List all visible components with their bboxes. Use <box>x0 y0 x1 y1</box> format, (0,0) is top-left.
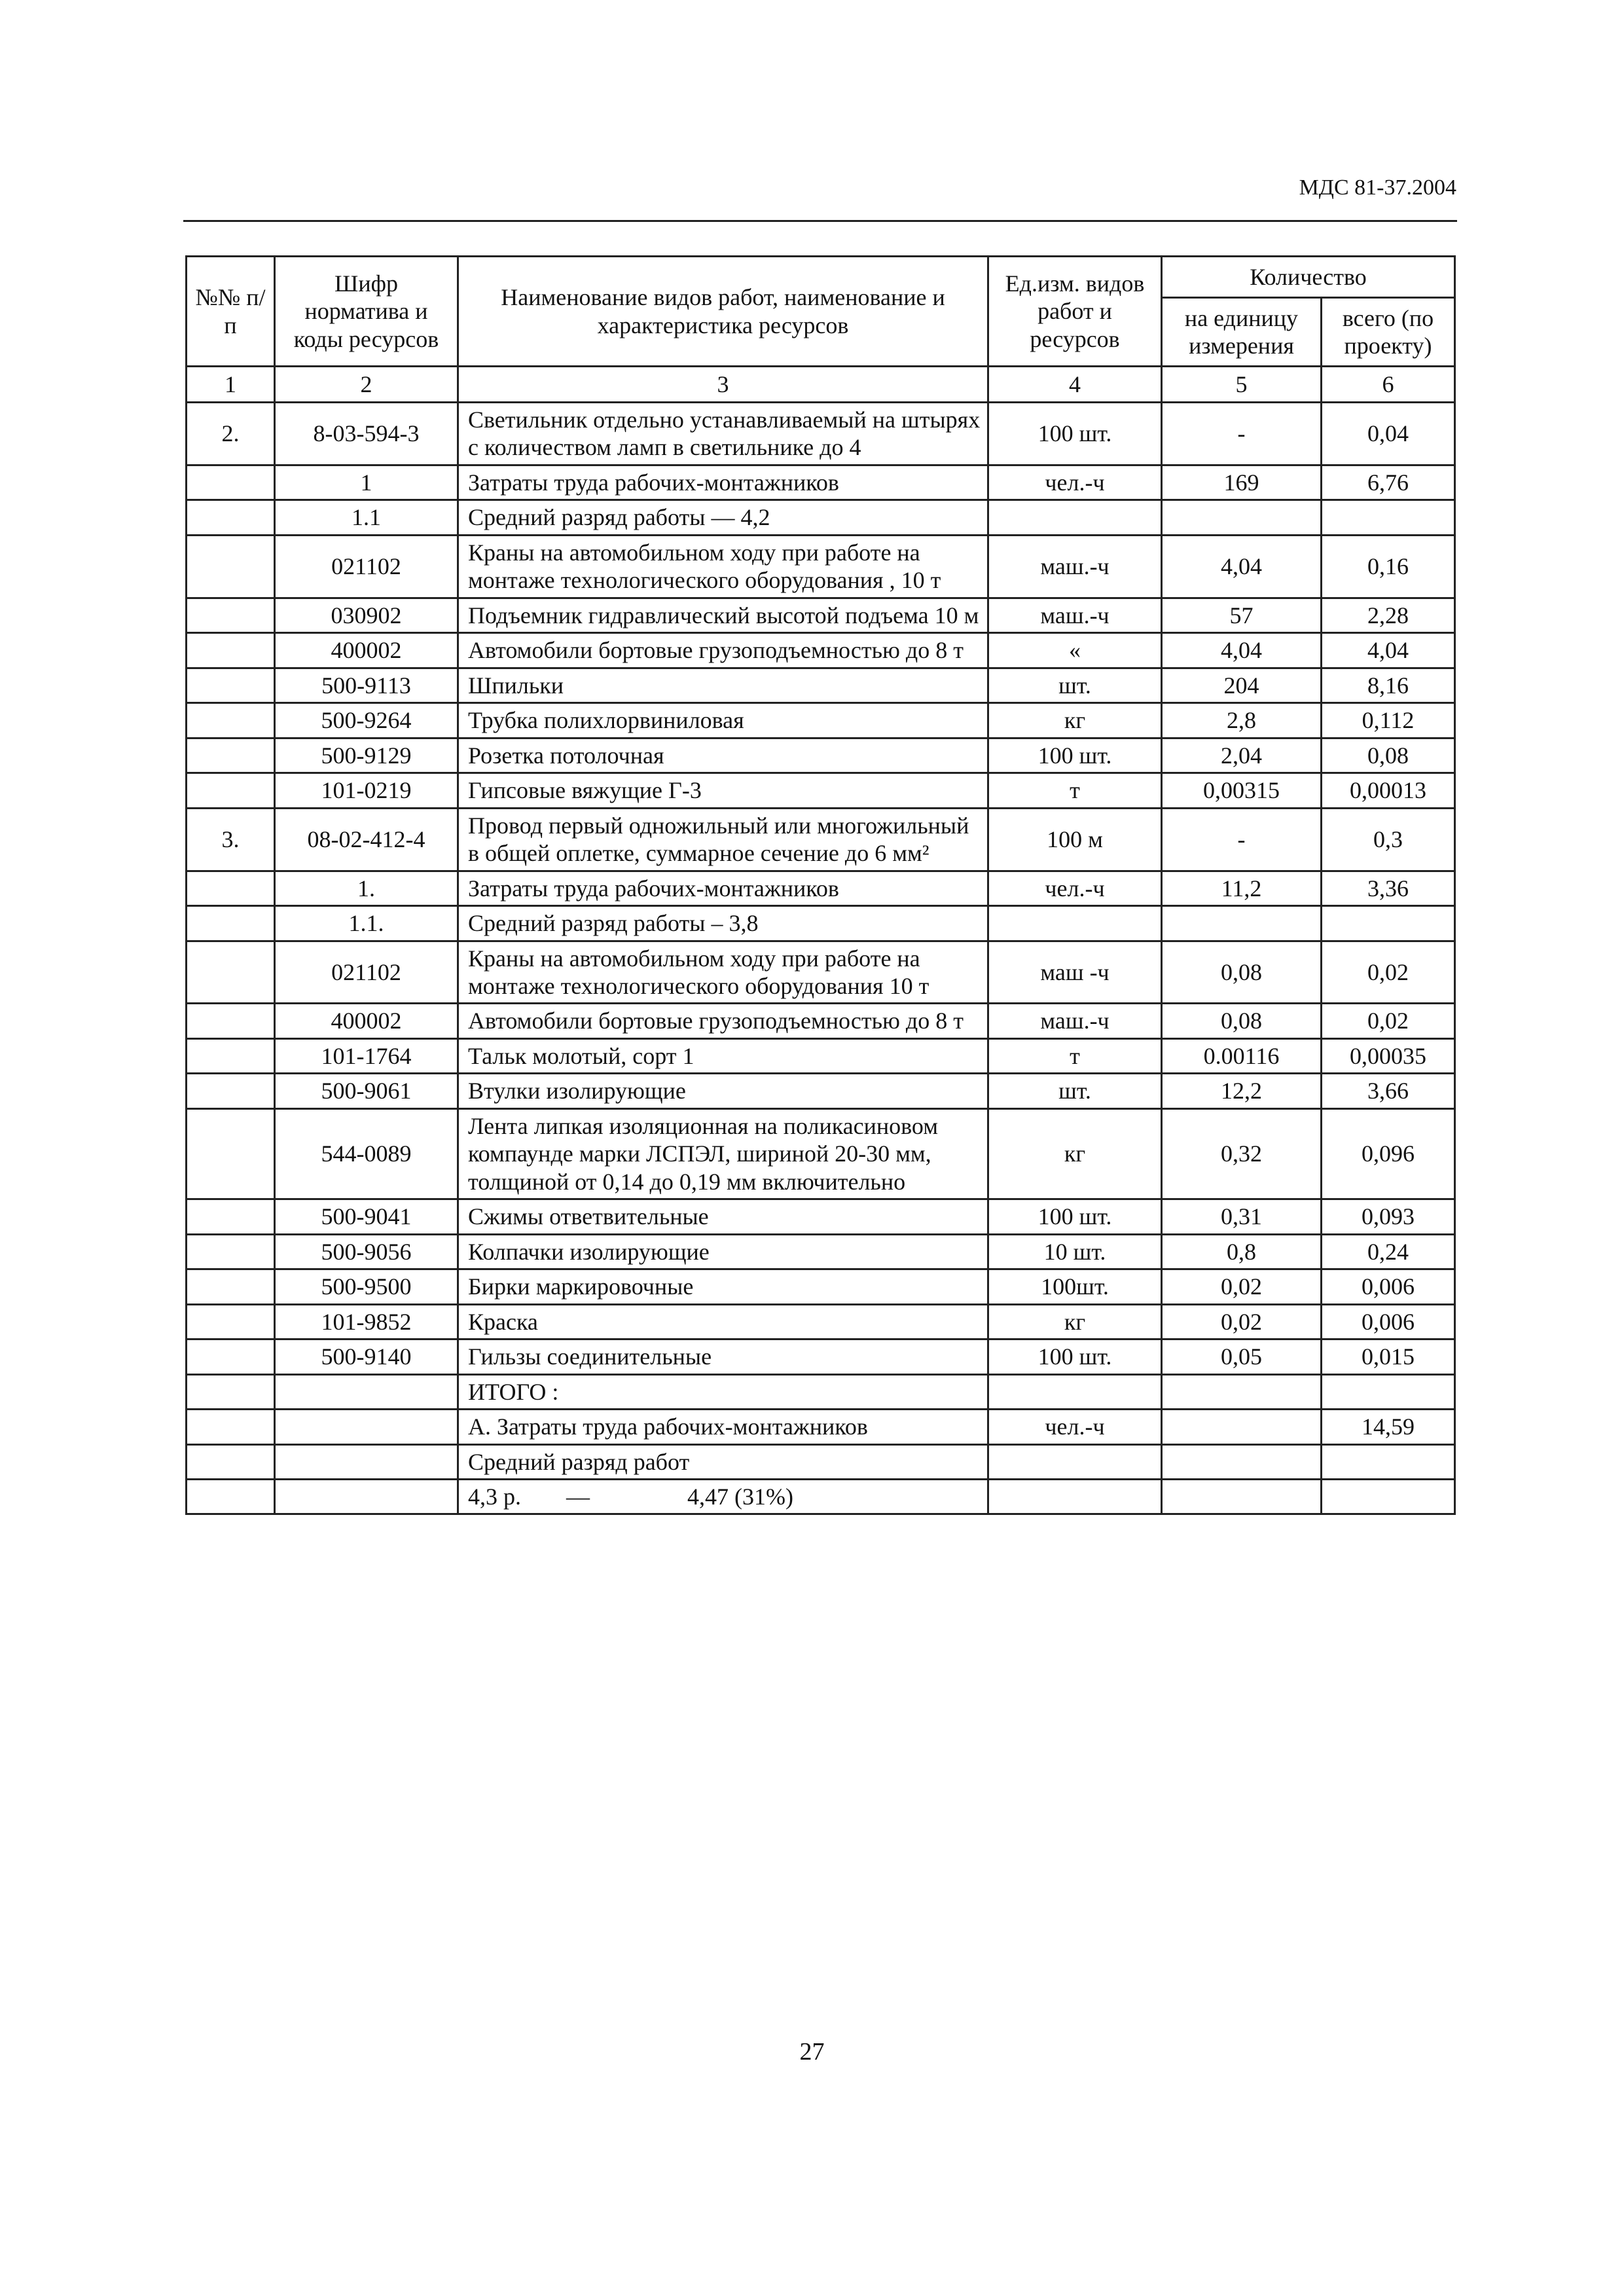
table-row <box>187 598 1455 632</box>
qty-per-unit: 0,02 <box>1162 1269 1322 1304</box>
qty-per-unit: - <box>1162 808 1322 871</box>
resource-unit: т <box>988 1038 1162 1073</box>
resource-code: 1.1. <box>275 906 458 941</box>
qty-per-unit: 4,04 <box>1162 535 1322 598</box>
empty-cell <box>1162 1410 1322 1444</box>
qty-total: 0,00013 <box>1322 773 1455 808</box>
resource-unit: 100 шт. <box>988 403 1162 465</box>
qty-per-unit: 169 <box>1162 465 1322 500</box>
qty-per-unit: 12,2 <box>1162 1074 1322 1108</box>
resource-unit: т <box>988 773 1162 808</box>
row-number <box>187 1304 275 1339</box>
row-number <box>187 906 275 941</box>
header-code: Шифр норматива и коды ресурсов <box>275 257 458 367</box>
qty-per-unit: 11,2 <box>1162 871 1322 905</box>
grade-detail: 4,47 (31%) <box>687 1484 793 1510</box>
qty-total <box>1322 906 1455 941</box>
table-row <box>187 906 1455 941</box>
qty-total: 0,02 <box>1322 941 1455 1004</box>
resource-code: 021102 <box>275 535 458 598</box>
row-number <box>187 1108 275 1199</box>
row-number <box>187 871 275 905</box>
header-num: №№ п/п <box>187 257 275 367</box>
resource-code: 500-9264 <box>275 703 458 738</box>
qty-total: 0,00035 <box>1322 1038 1455 1073</box>
resource-code: 101-0219 <box>275 773 458 808</box>
resource-unit: 100 шт. <box>988 1339 1162 1374</box>
table-row <box>187 1199 1455 1234</box>
empty-cell <box>187 1444 275 1479</box>
qty-total: 2,28 <box>1322 598 1455 632</box>
row-number <box>187 1004 275 1038</box>
resource-name: Затраты труда рабочих-монтажников <box>458 871 988 905</box>
resource-unit: шт. <box>988 1074 1162 1108</box>
row-number <box>187 738 275 773</box>
resource-code: 8-03-594-3 <box>275 403 458 465</box>
qty-total <box>1322 500 1455 535</box>
resource-unit: 100шт. <box>988 1269 1162 1304</box>
header-qty-total: всего (по проекту) <box>1322 298 1455 367</box>
empty-cell <box>187 1410 275 1444</box>
grade-value: 4,3 р. <box>468 1484 521 1510</box>
table-row <box>187 871 1455 905</box>
qty-per-unit: - <box>1162 403 1322 465</box>
table-row <box>187 403 1455 465</box>
document-code: МДС 81-37.2004 <box>1299 175 1456 200</box>
qty-per-unit: 2,8 <box>1162 703 1322 738</box>
resource-name: Лента липкая изоляционная на поликасиновом компаунде марки ЛСПЭЛ, шириной 20-30 мм, толщиной от 0,14 до 0,19 мм включительно <box>458 1108 988 1199</box>
row-number <box>187 1234 275 1269</box>
resource-unit: шт. <box>988 668 1162 702</box>
qty-per-unit: 0.00116 <box>1162 1038 1322 1073</box>
row-number <box>187 941 275 1004</box>
qty-total: 0,093 <box>1322 1199 1455 1234</box>
resource-unit: кг <box>988 1108 1162 1199</box>
resource-code: 544-0089 <box>275 1108 458 1199</box>
qty-total: 8,16 <box>1322 668 1455 702</box>
table-row <box>187 668 1455 702</box>
table-row <box>187 500 1455 535</box>
qty-total: 0,16 <box>1322 535 1455 598</box>
labor-total-label: А. Затраты труда рабочих-монтажников <box>458 1410 988 1444</box>
qty-total: 0,08 <box>1322 738 1455 773</box>
resource-name: Гипсовые вяжущие Г-3 <box>458 773 988 808</box>
resource-unit: « <box>988 633 1162 668</box>
resource-name: Розетка потолочная <box>458 738 988 773</box>
resource-unit: кг <box>988 1304 1162 1339</box>
row-number <box>187 1074 275 1108</box>
resource-name: Краны на автомобильном ходу при работе на монтаже технологического оборудования , 10 т <box>458 535 988 598</box>
empty-cell <box>275 1480 458 1514</box>
empty-cell <box>988 1480 1162 1514</box>
qty-per-unit: 4,04 <box>1162 633 1322 668</box>
table-row <box>187 703 1455 738</box>
table-row <box>187 633 1455 668</box>
table-row <box>187 1234 1455 1269</box>
resource-unit: 100 шт. <box>988 1199 1162 1234</box>
header-rule <box>183 220 1457 222</box>
resource-name: Автомобили бортовые грузоподъемностью до 8 т <box>458 1004 988 1038</box>
row-number <box>187 633 275 668</box>
resource-code: 1 <box>275 465 458 500</box>
resource-name: Провод первый одножильный или многожильный в общей оплетке, суммарное сечение до 6 мм² <box>458 808 988 871</box>
row-number <box>187 668 275 702</box>
qty-total: 3,66 <box>1322 1074 1455 1108</box>
resource-name: Втулки изолирующие <box>458 1074 988 1108</box>
row-number <box>187 1199 275 1234</box>
table-row <box>187 808 1455 871</box>
resource-code: 500-9129 <box>275 738 458 773</box>
qty-total: 0,04 <box>1322 403 1455 465</box>
resource-code: 1. <box>275 871 458 905</box>
header-unit: Ед.изм. видов работ и ресурсов <box>988 257 1162 367</box>
resource-unit: чел.-ч <box>988 871 1162 905</box>
resource-unit: маш.-ч <box>988 1004 1162 1038</box>
qty-per-unit: 0,08 <box>1162 941 1322 1004</box>
table-body <box>187 403 1455 1375</box>
resource-name: Тальк молотый, сорт 1 <box>458 1038 988 1073</box>
empty-cell <box>187 1374 275 1409</box>
table-row <box>187 1074 1455 1108</box>
empty-cell <box>1162 1374 1322 1409</box>
resource-unit: 100 шт. <box>988 738 1162 773</box>
table-row <box>187 465 1455 500</box>
works-resources-table <box>185 255 1456 1515</box>
empty-cell <box>988 1444 1162 1479</box>
row-number <box>187 1339 275 1374</box>
resource-unit: 100 м <box>988 808 1162 871</box>
empty-cell <box>275 1410 458 1444</box>
table-row <box>187 738 1455 773</box>
resource-name: Трубка полихлорвиниловая <box>458 703 988 738</box>
resource-code: 1.1 <box>275 500 458 535</box>
page-number: 27 <box>799 2038 825 2066</box>
resource-unit: маш.-ч <box>988 598 1162 632</box>
resource-code: 500-9140 <box>275 1339 458 1374</box>
resource-name: Сжимы ответвительные <box>458 1199 988 1234</box>
qty-per-unit: 0,31 <box>1162 1199 1322 1234</box>
qty-per-unit: 0,08 <box>1162 1004 1322 1038</box>
qty-total: 0,015 <box>1322 1339 1455 1374</box>
resource-unit: 10 шт. <box>988 1234 1162 1269</box>
table-row <box>187 941 1455 1004</box>
row-number <box>187 598 275 632</box>
resource-unit: кг <box>988 703 1162 738</box>
qty-total: 0,3 <box>1322 808 1455 871</box>
row-number <box>187 500 275 535</box>
row-number <box>187 465 275 500</box>
table-row <box>187 1108 1455 1199</box>
avg-grade-label: Средний разряд работ <box>458 1444 988 1479</box>
table-row <box>187 1269 1455 1304</box>
resource-unit: маш -ч <box>988 941 1162 1004</box>
summary-section <box>187 1374 1455 1514</box>
column-number: 6 <box>1322 367 1455 403</box>
header-name: Наименование видов работ, наименование и характеристика ресурсов <box>458 257 988 367</box>
column-number: 1 <box>187 367 275 403</box>
qty-total: 0,24 <box>1322 1234 1455 1269</box>
resource-code: 400002 <box>275 1004 458 1038</box>
grade-dash: — <box>566 1484 590 1510</box>
qty-total: 6,76 <box>1322 465 1455 500</box>
resource-name: Шпильки <box>458 668 988 702</box>
resource-code: 021102 <box>275 941 458 1004</box>
row-number <box>187 703 275 738</box>
qty-total: 0,112 <box>1322 703 1455 738</box>
empty-cell <box>1322 1374 1455 1409</box>
empty-cell <box>1322 1444 1455 1479</box>
resource-code: 400002 <box>275 633 458 668</box>
resource-name: Автомобили бортовые грузоподъемностью до 8 т <box>458 633 988 668</box>
row-number <box>187 1038 275 1073</box>
resource-code: 101-9852 <box>275 1304 458 1339</box>
column-number: 4 <box>988 367 1162 403</box>
resource-code: 500-9113 <box>275 668 458 702</box>
resource-name: Бирки маркировочные <box>458 1269 988 1304</box>
qty-total: 4,04 <box>1322 633 1455 668</box>
empty-cell <box>1162 1444 1322 1479</box>
grade-value-cell <box>458 1480 988 1514</box>
empty-cell <box>275 1374 458 1409</box>
resource-name: Краска <box>458 1304 988 1339</box>
resource-code: 101-1764 <box>275 1038 458 1073</box>
labor-total-value: 14,59 <box>1322 1410 1455 1444</box>
empty-cell <box>275 1444 458 1479</box>
table-row <box>187 1038 1455 1073</box>
resource-code: 030902 <box>275 598 458 632</box>
resource-code: 08-02-412-4 <box>275 808 458 871</box>
empty-cell <box>1162 1480 1322 1514</box>
resource-name: Гильзы соединительные <box>458 1339 988 1374</box>
column-number: 3 <box>458 367 988 403</box>
empty-cell <box>1322 1480 1455 1514</box>
qty-total: 3,36 <box>1322 871 1455 905</box>
qty-total: 0,096 <box>1322 1108 1455 1199</box>
resource-name: Средний разряд работы – 3,8 <box>458 906 988 941</box>
table-row <box>187 773 1455 808</box>
resource-code: 500-9061 <box>275 1074 458 1108</box>
qty-per-unit: 0,02 <box>1162 1304 1322 1339</box>
header-quantity: Количество <box>1162 257 1455 298</box>
resource-unit <box>988 500 1162 535</box>
qty-per-unit: 2,04 <box>1162 738 1322 773</box>
table-row <box>187 535 1455 598</box>
qty-per-unit: 204 <box>1162 668 1322 702</box>
itogo-label: ИТОГО : <box>458 1374 988 1409</box>
row-number <box>187 1269 275 1304</box>
table-row <box>187 1004 1455 1038</box>
column-number: 5 <box>1162 367 1322 403</box>
resource-name: Затраты труда рабочих-монтажников <box>458 465 988 500</box>
qty-per-unit: 0,00315 <box>1162 773 1322 808</box>
row-number <box>187 773 275 808</box>
resource-unit <box>988 906 1162 941</box>
resource-code: 500-9041 <box>275 1199 458 1234</box>
resource-name: Колпачки изолирующие <box>458 1234 988 1269</box>
table-row <box>187 1304 1455 1339</box>
header-qty-per-unit: на единицу измерения <box>1162 298 1322 367</box>
resource-name: Средний разряд работы — 4,2 <box>458 500 988 535</box>
row-number: 3. <box>187 808 275 871</box>
qty-per-unit: 0,32 <box>1162 1108 1322 1199</box>
empty-cell <box>187 1480 275 1514</box>
qty-per-unit: 0,8 <box>1162 1234 1322 1269</box>
qty-per-unit: 0,05 <box>1162 1339 1322 1374</box>
resource-name: Светильник отдельно устанавливаемый на штырях с количеством ламп в светильнике до 4 <box>458 403 988 465</box>
resource-unit: маш.-ч <box>988 535 1162 598</box>
resource-name: Краны на автомобильном ходу при работе на монтаже технологического оборудования 10 т <box>458 941 988 1004</box>
resource-code: 500-9056 <box>275 1234 458 1269</box>
qty-total: 0,006 <box>1322 1269 1455 1304</box>
qty-total: 0,006 <box>1322 1304 1455 1339</box>
empty-cell <box>988 1374 1162 1409</box>
qty-total: 0,02 <box>1322 1004 1455 1038</box>
row-number <box>187 535 275 598</box>
qty-per-unit <box>1162 906 1322 941</box>
resource-name: Подъемник гидравлический высотой подъема 10 м <box>458 598 988 632</box>
qty-per-unit <box>1162 500 1322 535</box>
row-number: 2. <box>187 403 275 465</box>
resource-code: 500-9500 <box>275 1269 458 1304</box>
resource-unit: чел.-ч <box>988 465 1162 500</box>
column-number: 2 <box>275 367 458 403</box>
qty-per-unit: 57 <box>1162 598 1322 632</box>
labor-total-unit: чел.-ч <box>988 1410 1162 1444</box>
table-row <box>187 1339 1455 1374</box>
